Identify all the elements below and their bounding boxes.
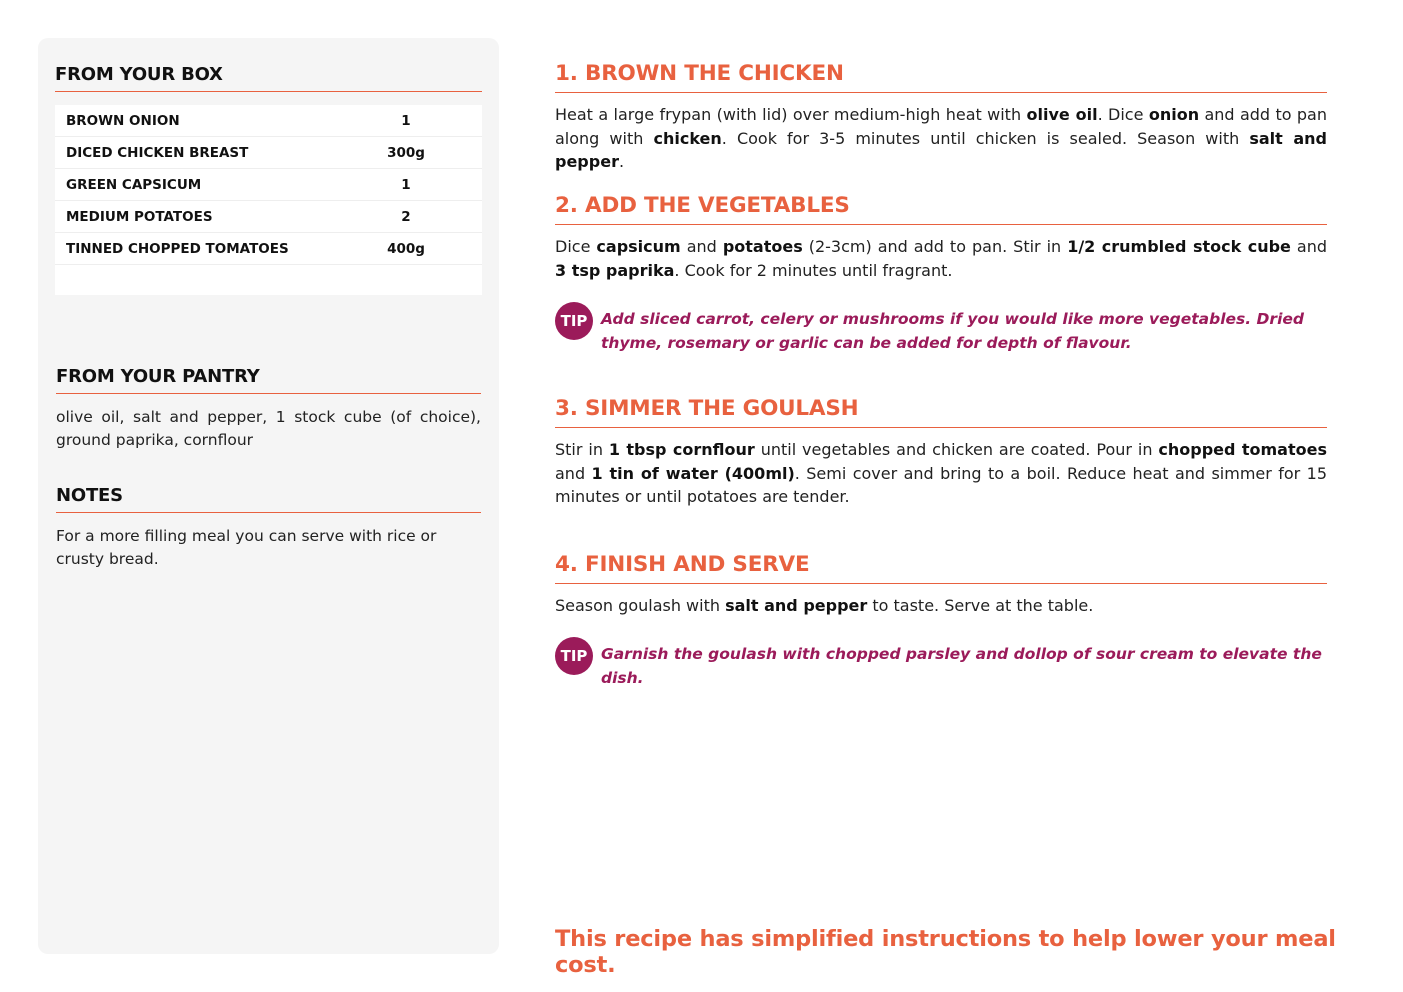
ingredient-mention: 1 tin of water (400ml) (591, 463, 795, 483)
ingredient-name: MEDIUM POTATOES (66, 208, 213, 225)
table-row (55, 233, 482, 265)
ingredient-qty: 400g (387, 240, 425, 257)
ingredient-mention: chicken (653, 128, 722, 148)
tip-badge: TIP (555, 637, 593, 675)
ingredient-name: BROWN ONION (66, 112, 180, 129)
step-instructions: Dice capsicum and potatoes (2-3cm) and add to pan. Stir in 1/2 crumbled stock cube and 3 tsp paprika. Cook for 2 minutes until fragrant. (555, 237, 1328, 280)
pantry-text: olive oil, salt and pepper, 1 stock cube (of choice), ground paprika, cornflour (56, 408, 481, 449)
ingredient-mention: 1/2 crumbled stock cube (1067, 237, 1291, 256)
ingredient-qty: 1 (401, 176, 411, 193)
step-3 (555, 396, 1327, 509)
step-1 (555, 61, 1327, 174)
from-your-pantry-heading: FROM YOUR PANTRY (56, 366, 481, 394)
notes-text: For a more filling meal you can serve with rice or crusty bread. (56, 527, 437, 568)
ingredients-table (55, 105, 482, 295)
tip-badge: TIP (555, 302, 593, 340)
ingredient-mention: 1 tbsp cornflour (608, 440, 755, 459)
table-row (55, 137, 482, 169)
notes-heading: NOTES (56, 485, 481, 513)
ingredient-mention: 3 tsp paprika (555, 260, 675, 280)
ingredient-mention: onion (1148, 105, 1200, 124)
ingredient-name: DICED CHICKEN BREAST (66, 144, 249, 161)
cost-saving-note: This recipe has simplified instructions to help lower your meal cost. (555, 926, 1336, 978)
step-title: 1. BROWN THE CHICKEN (555, 61, 1327, 93)
tip-text: Garnish the goulash with chopped parsley and dollop of sour cream to elevate the dish. (601, 645, 1322, 687)
step-instructions: Season goulash with salt and pepper to taste. Serve at the table. (555, 596, 1094, 615)
ingredient-name: TINNED CHOPPED TOMATOES (66, 240, 289, 257)
step-title: 4. FINISH AND SERVE (555, 552, 1327, 584)
step-2 (555, 193, 1327, 282)
ingredients-sidebar (38, 38, 499, 954)
ingredient-mention: potatoes (722, 237, 803, 256)
ingredient-mention: salt and pepper (725, 596, 868, 615)
ingredient-name: GREEN CAPSICUM (66, 176, 202, 193)
ingredient-mention: olive oil (1026, 105, 1098, 124)
ingredient-mention: capsicum (596, 237, 681, 256)
ingredient-qty: 300g (387, 144, 425, 161)
ingredient-qty: 2 (401, 208, 411, 225)
step-title: 2. ADD THE VEGETABLES (555, 193, 1327, 225)
ingredient-qty: 1 (401, 112, 411, 129)
step-4 (555, 552, 1327, 618)
table-row (55, 105, 482, 137)
ingredient-mention: salt and pepper (555, 128, 1328, 171)
table-row (55, 169, 482, 201)
step-title: 3. SIMMER THE GOULASH (555, 396, 1327, 428)
tip-text: Add sliced carrot, celery or mushrooms if you would like more vegetables. Dried thyme, rosemary or garlic can be added for depth of flavour. (601, 310, 1304, 352)
step-instructions: Stir in 1 tbsp cornflour until vegetables and chicken are coated. Pour in chopped tomatoes and 1 tin of water (400ml). Semi cover and bring to a boil. Reduce heat and simmer for 15 minutes or until potatoes are tender. (555, 440, 1328, 506)
ingredient-mention: chopped tomatoes (1158, 440, 1327, 459)
step-instructions: Heat a large frypan (with lid) over medium-high heat with olive oil. Dice onion and add to pan along with chicken. Cook for 3-5 minutes until chicken is sealed. Season with salt and pepper. (555, 105, 1328, 171)
from-your-box-heading: FROM YOUR BOX (55, 64, 482, 92)
table-row (55, 201, 482, 233)
